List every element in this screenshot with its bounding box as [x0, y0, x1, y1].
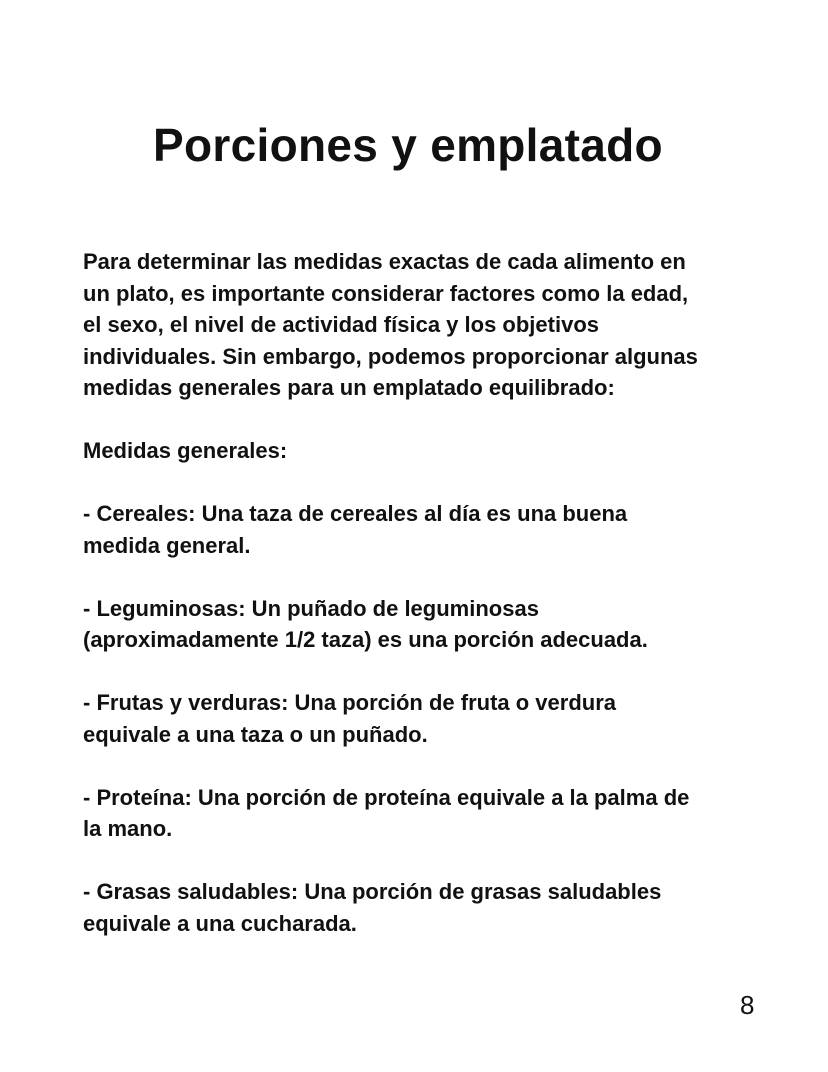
- list-item-line: - Cereales: Una taza de cereales al día es una buena: [83, 501, 628, 526]
- list-item-proteina: [83, 782, 783, 845]
- intro-line: el sexo, el nivel de actividad física y los objetivos: [83, 312, 599, 337]
- list-item-line: - Proteína: Una porción de proteína equivale a la palma de: [83, 784, 690, 810]
- intro-line: individuales. Sin embargo, podemos proporcionar algunas: [83, 343, 698, 369]
- page-body: [83, 246, 783, 971]
- intro-paragraph: [83, 246, 783, 404]
- list-item-line: equivale a una taza o un puñado.: [83, 721, 428, 747]
- list-item-line: - Grasas saludables: Una porción de grasas saludables: [83, 879, 662, 904]
- list-item-frutas-verduras: [83, 687, 783, 750]
- list-item-line: - Frutas y verduras: Una porción de fruta o verdura: [83, 690, 617, 715]
- page-number: 8: [740, 990, 755, 1020]
- section-heading-text: Medidas generales:: [83, 438, 288, 463]
- list-item-line: medida general.: [83, 532, 251, 558]
- intro-line: Para determinar las medidas exactas de cada alimento en: [83, 249, 686, 274]
- intro-line: un plato, es importante considerar factores como la edad,: [83, 280, 689, 306]
- list-item-line: equivale a una cucharada.: [83, 910, 357, 936]
- list-item-cereales: [83, 498, 783, 561]
- intro-line: medidas generales para un emplatado equilibrado:: [83, 375, 615, 400]
- page-title: Porciones y emplatado: [153, 118, 663, 171]
- list-item-grasas-saludables: [83, 876, 783, 939]
- list-item-line: (aproximadamente 1/2 taza) es una porción adecuada.: [83, 627, 648, 652]
- list-item-leguminosas: [83, 593, 783, 656]
- list-item-line: - Leguminosas: Un puñado de leguminosas: [83, 595, 539, 621]
- section-heading: [83, 435, 783, 467]
- list-item-line: la mano.: [83, 816, 173, 841]
